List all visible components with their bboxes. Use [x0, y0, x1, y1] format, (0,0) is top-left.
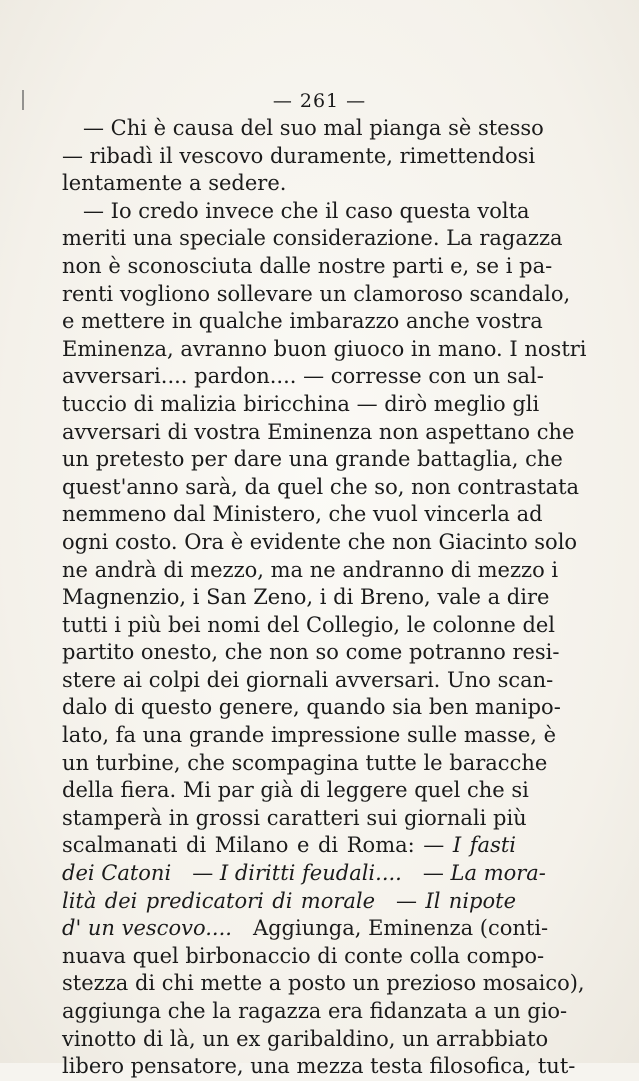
- text-span: partito onesto, che non so come potranno resi-: [62, 640, 560, 665]
- text-span: avversari.... pardon.... — corresse con un sal-: [62, 364, 544, 389]
- text-line: [62, 557, 559, 585]
- text-line: [62, 363, 544, 391]
- text-span: —: [401, 861, 451, 886]
- italic-text: lità dei predicatori di morale: [62, 888, 376, 913]
- text-line: [62, 584, 550, 612]
- text-span: meriti una speciale considerazione. La ragazza: [62, 226, 563, 251]
- text-line: [62, 777, 529, 805]
- text-span: tutti i più bei nomi del Collegio, le colonne del: [62, 612, 556, 637]
- italic-text: I fasti: [452, 833, 517, 858]
- page-number: — 261 —: [272, 90, 367, 112]
- text-line: [62, 198, 530, 226]
- italic-text: La mora-: [450, 861, 546, 886]
- text-line: [62, 970, 585, 998]
- text-line: [62, 667, 554, 695]
- body-text: [62, 115, 587, 1081]
- text-span: tuccio di malizia biricchina — dirò meglio gli: [62, 391, 540, 416]
- text-line: [62, 143, 536, 171]
- text-span: aggiunga che la ragazza era fidanzata a un gio-: [62, 999, 568, 1023]
- text-line: [62, 336, 587, 364]
- text-line: [62, 998, 568, 1026]
- text-span: renti vogliono sollevare un clamoroso scandalo,: [62, 281, 571, 306]
- text-span: — Chi è causa del suo mal pianga sè stesso: [62, 116, 544, 140]
- text-line: [62, 529, 578, 557]
- text-span: stezza di chi mette a posto un prezioso mosaico),: [62, 971, 585, 996]
- text-span: Eminenza, avranno buon giuoco in mano. I nostri: [62, 336, 587, 361]
- text-span: avversari di vostra Eminenza non aspettano che: [62, 419, 575, 444]
- text-span: Aggiunga, Eminenza (conti-: [231, 916, 549, 941]
- text-span: dalo di questo genere, quando sia ben manipo-: [62, 695, 561, 720]
- text-line: [62, 501, 543, 529]
- text-line: [62, 419, 575, 447]
- text-line: [62, 281, 571, 309]
- text-line: [62, 612, 556, 640]
- text-line: [62, 253, 553, 281]
- text-span: nuava quel birbonaccio di conte colla compo-: [62, 943, 545, 968]
- text-span: e mettere in qualche imbarazzo anche vostra: [62, 309, 543, 334]
- text-line: [62, 170, 516, 198]
- italic-text: d' un vescovo....: [62, 916, 232, 941]
- text-line: [62, 1026, 549, 1054]
- text-span: nemmeno dal Ministero, che vuol vincerla ad: [62, 502, 543, 527]
- text-span: non è sconosciuta dalle nostre parti e, se i pa-: [62, 253, 553, 278]
- text-span: ogni costo. Ora è evidente che non Giacinto solo: [62, 529, 578, 554]
- text-span: —: [171, 861, 220, 886]
- italic-text: Il nipote: [425, 888, 516, 913]
- text-span: un pretesto per dare una grande battaglia, che: [62, 447, 563, 472]
- text-span: un turbine, che scompagina tutte le baracche: [62, 750, 548, 775]
- text-line: [62, 832, 516, 860]
- text-span: quest'anno sarà, da quel che so, non contrastata: [62, 474, 580, 499]
- text-span: stamperà in grossi caratteri sui giornali più: [62, 805, 527, 830]
- text-line: [62, 115, 544, 143]
- text-line: [62, 750, 548, 778]
- italic-text: dei Catoni: [62, 861, 172, 886]
- text-line: [62, 694, 561, 722]
- text-span: vinotto di là, un ex garibaldino, un arrabbiato: [62, 1026, 549, 1051]
- text-line: [62, 639, 560, 667]
- text-span: —: [375, 888, 426, 913]
- text-span: — Io credo invece che il caso questa volta: [62, 198, 530, 223]
- text-span: lentamente a sedere.: [62, 171, 287, 196]
- text-span: libero pensatore, una mezza testa filosofica, tut-: [62, 1054, 576, 1079]
- text-span: ne andrà di mezzo, ma ne andranno di mezzo i: [62, 557, 559, 582]
- text-line: [62, 446, 563, 474]
- text-span: Magnenzio, i San Zeno, i di Breno, vale a dire: [62, 585, 550, 610]
- text-span: scalmanati di Milano e di Roma: —: [62, 833, 453, 858]
- text-span: stere ai colpi dei giornali avversari. Uno scan-: [62, 667, 554, 692]
- text-span: — ribadì il vescovo duramente, rimettendosi: [62, 143, 536, 168]
- text-span: lato, fa una grande impressione sulle masse, è: [62, 723, 557, 748]
- text-line: [62, 888, 516, 916]
- text-line: [62, 474, 580, 502]
- text-line: [62, 860, 546, 888]
- text-line: [62, 1053, 576, 1081]
- text-line: [62, 225, 563, 253]
- text-span: della fiera. Mi par già di leggere quel che si: [62, 778, 529, 803]
- text-line: [62, 943, 545, 971]
- text-line: [62, 722, 557, 750]
- text-line: [62, 391, 540, 419]
- italic-text: I diritti feudali....: [219, 861, 402, 886]
- text-line: [62, 308, 543, 336]
- text-line: [62, 915, 549, 943]
- text-line: [62, 805, 527, 833]
